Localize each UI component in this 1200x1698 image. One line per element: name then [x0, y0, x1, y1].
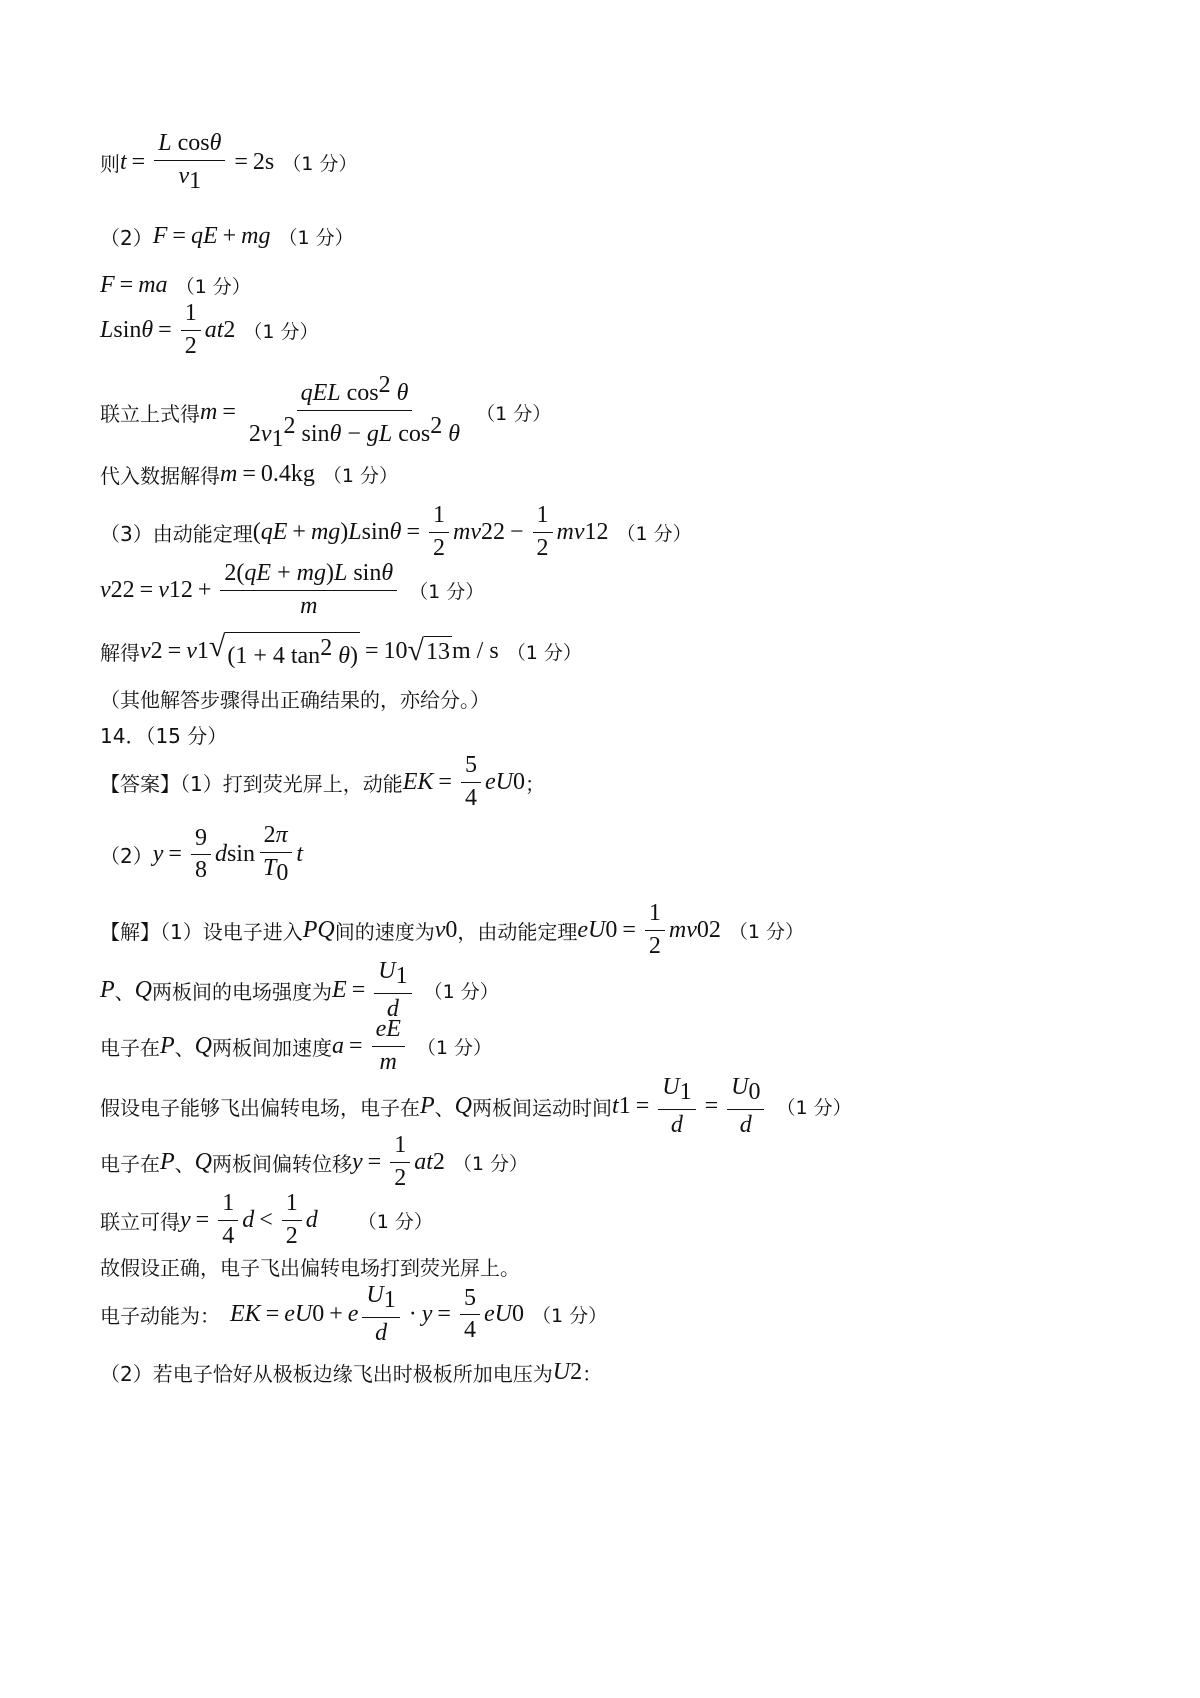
score: （1 分）: [531, 1305, 608, 1328]
score: （1 分）: [616, 522, 692, 545]
score: （1 分）: [416, 1036, 493, 1059]
eq-force: （2） F = qE + mg （1 分）: [100, 223, 354, 250]
text-prefix: 联立可得: [100, 1209, 180, 1234]
solution-part2-start: （2）若电子恰好从极板边缘飞出时极板所加电压为 U 2 ：: [100, 1359, 603, 1386]
eq-field-strength: P 、 Q 两板间的电场强度为 E = $\frac{U_1}{d}$ （1 分）: [100, 958, 499, 1022]
text-prefix: （3）由动能定理: [100, 521, 253, 546]
text-prefix: （2）: [100, 844, 153, 869]
eq-displacement: L sin θ = $\frac{1}{2}$ at 2 （1 分）: [100, 300, 319, 359]
text-prefix: 电子在: [100, 1035, 160, 1060]
score: （1 分）: [423, 981, 499, 1004]
eq-newton: F = ma （1 分）: [100, 272, 251, 298]
text-prefix: 假设电子能够飞出偏转电场，电子在: [100, 1096, 420, 1121]
score: （1 分）: [322, 465, 399, 487]
eq-mass-value: 代入数据解得 m = 0.4kg （1 分）: [100, 461, 399, 488]
score: （1 分）: [506, 641, 582, 664]
eq-time: 则 t = $\frac{\text{L cosθ}}{v_1}$ = 2s （1 分）: [100, 130, 358, 194]
answer-part1: 【答案】（1）打到荧光屏上，动能 E K = $\frac{5}{4}$ eU 0 ；: [100, 752, 545, 811]
eq-combined: 联立可得 y = $\frac{1}{4}$ d < $\frac{1}{2}$ d （1 分）: [100, 1190, 433, 1249]
eq-acceleration: 电子在 P 、 Q 两板间加速度 a = $\frac{eE}{m}$ （1 分）: [100, 1016, 493, 1075]
eq-v2-squared: v 2 2 = v 1 2 + $\frac{\text{2(qE + mg)L sinθ}}{m}$ （1 分）: [100, 560, 485, 619]
text-prefix: 代入数据解得: [100, 464, 220, 488]
text-prefix: 解得: [100, 640, 140, 665]
text-prefix: （2）若电子恰好从极板边缘飞出时极板所加电压为: [100, 1362, 553, 1386]
conclusion-text: 故假设正确，电子飞出偏转电场打到荧光屏上。: [100, 1256, 520, 1280]
eq-v2-result: 解得 v 2 = v 1 √ (1 + 4 $\tan^2 \theta$) = 10 √ 13 m / s （1 分）: [100, 630, 582, 669]
text-prefix: 【答案】（1）打到荧光屏上，动能: [100, 771, 403, 796]
score: （1 分）: [476, 403, 552, 426]
score: （1 分）: [278, 227, 354, 249]
score: （1 分）: [728, 920, 805, 943]
eq-energy-theorem: （3）由动能定理 ( qE + mg ) L sin θ = $\frac{1}{2}$ mv 2 2 − $\frac{1}{2}$ mv 1 2 （1 分）: [100, 502, 692, 561]
text-prefix: 【解】（1）设电子进入: [100, 919, 303, 944]
text-prefix: 联立上式得: [100, 402, 200, 427]
score: （1 分）: [776, 1097, 852, 1120]
eq-kinetic-energy: 电子动能为： E K = eU 0 + e $\frac{U_1}{d}$ · y = $\frac{5}{4}$ eU 0 （1 分）: [100, 1282, 608, 1346]
text-prefix: 电子动能为：: [100, 1304, 220, 1329]
note-other-steps: （其他解答步骤得出正确结果的，亦给分。）: [100, 688, 490, 712]
solution-part1-start: 【解】（1）设电子进入 PQ 间的速度为 v 0 ，由动能定理 eU 0 = $\frac{1}{2}$ mv 0 2 （1 分）: [100, 900, 805, 959]
text-prefix: （2）: [100, 226, 153, 250]
question-heading: 14．（15 分）: [100, 724, 228, 748]
score: （1 分）: [452, 1152, 529, 1175]
eq-flight-time: 假设电子能够飞出偏转电场，电子在 P 、 Q 两板间运动时间 t 1 = $\frac{U_1}{d}$ = $\frac{U_0}{d}$ （1 分）: [100, 1074, 852, 1138]
score: （1 分）: [175, 276, 251, 298]
eq-mass-formula: 联立上式得 m = $\frac{qEL \cos^2 \theta}{2v_1^2 \sin\theta - gL \cos^2 \theta}$ （1 分）: [100, 372, 552, 452]
text-prefix: 电子在: [100, 1151, 160, 1176]
eq-deflection: 电子在 P 、 Q 两板间偏转位移 y = $\frac{1}{2}$ at 2 （1 分）: [100, 1132, 529, 1191]
answer-part2: （2） y = $\frac{9}{8}$ d sin $\frac{2\pi}{T_0}$ t: [100, 822, 303, 886]
score: （1 分）: [357, 1210, 433, 1233]
score: （1 分）: [409, 580, 485, 603]
score: （1 分）: [282, 153, 358, 176]
text-prefix: 则: [100, 152, 120, 177]
score: （1 分）: [243, 320, 319, 343]
